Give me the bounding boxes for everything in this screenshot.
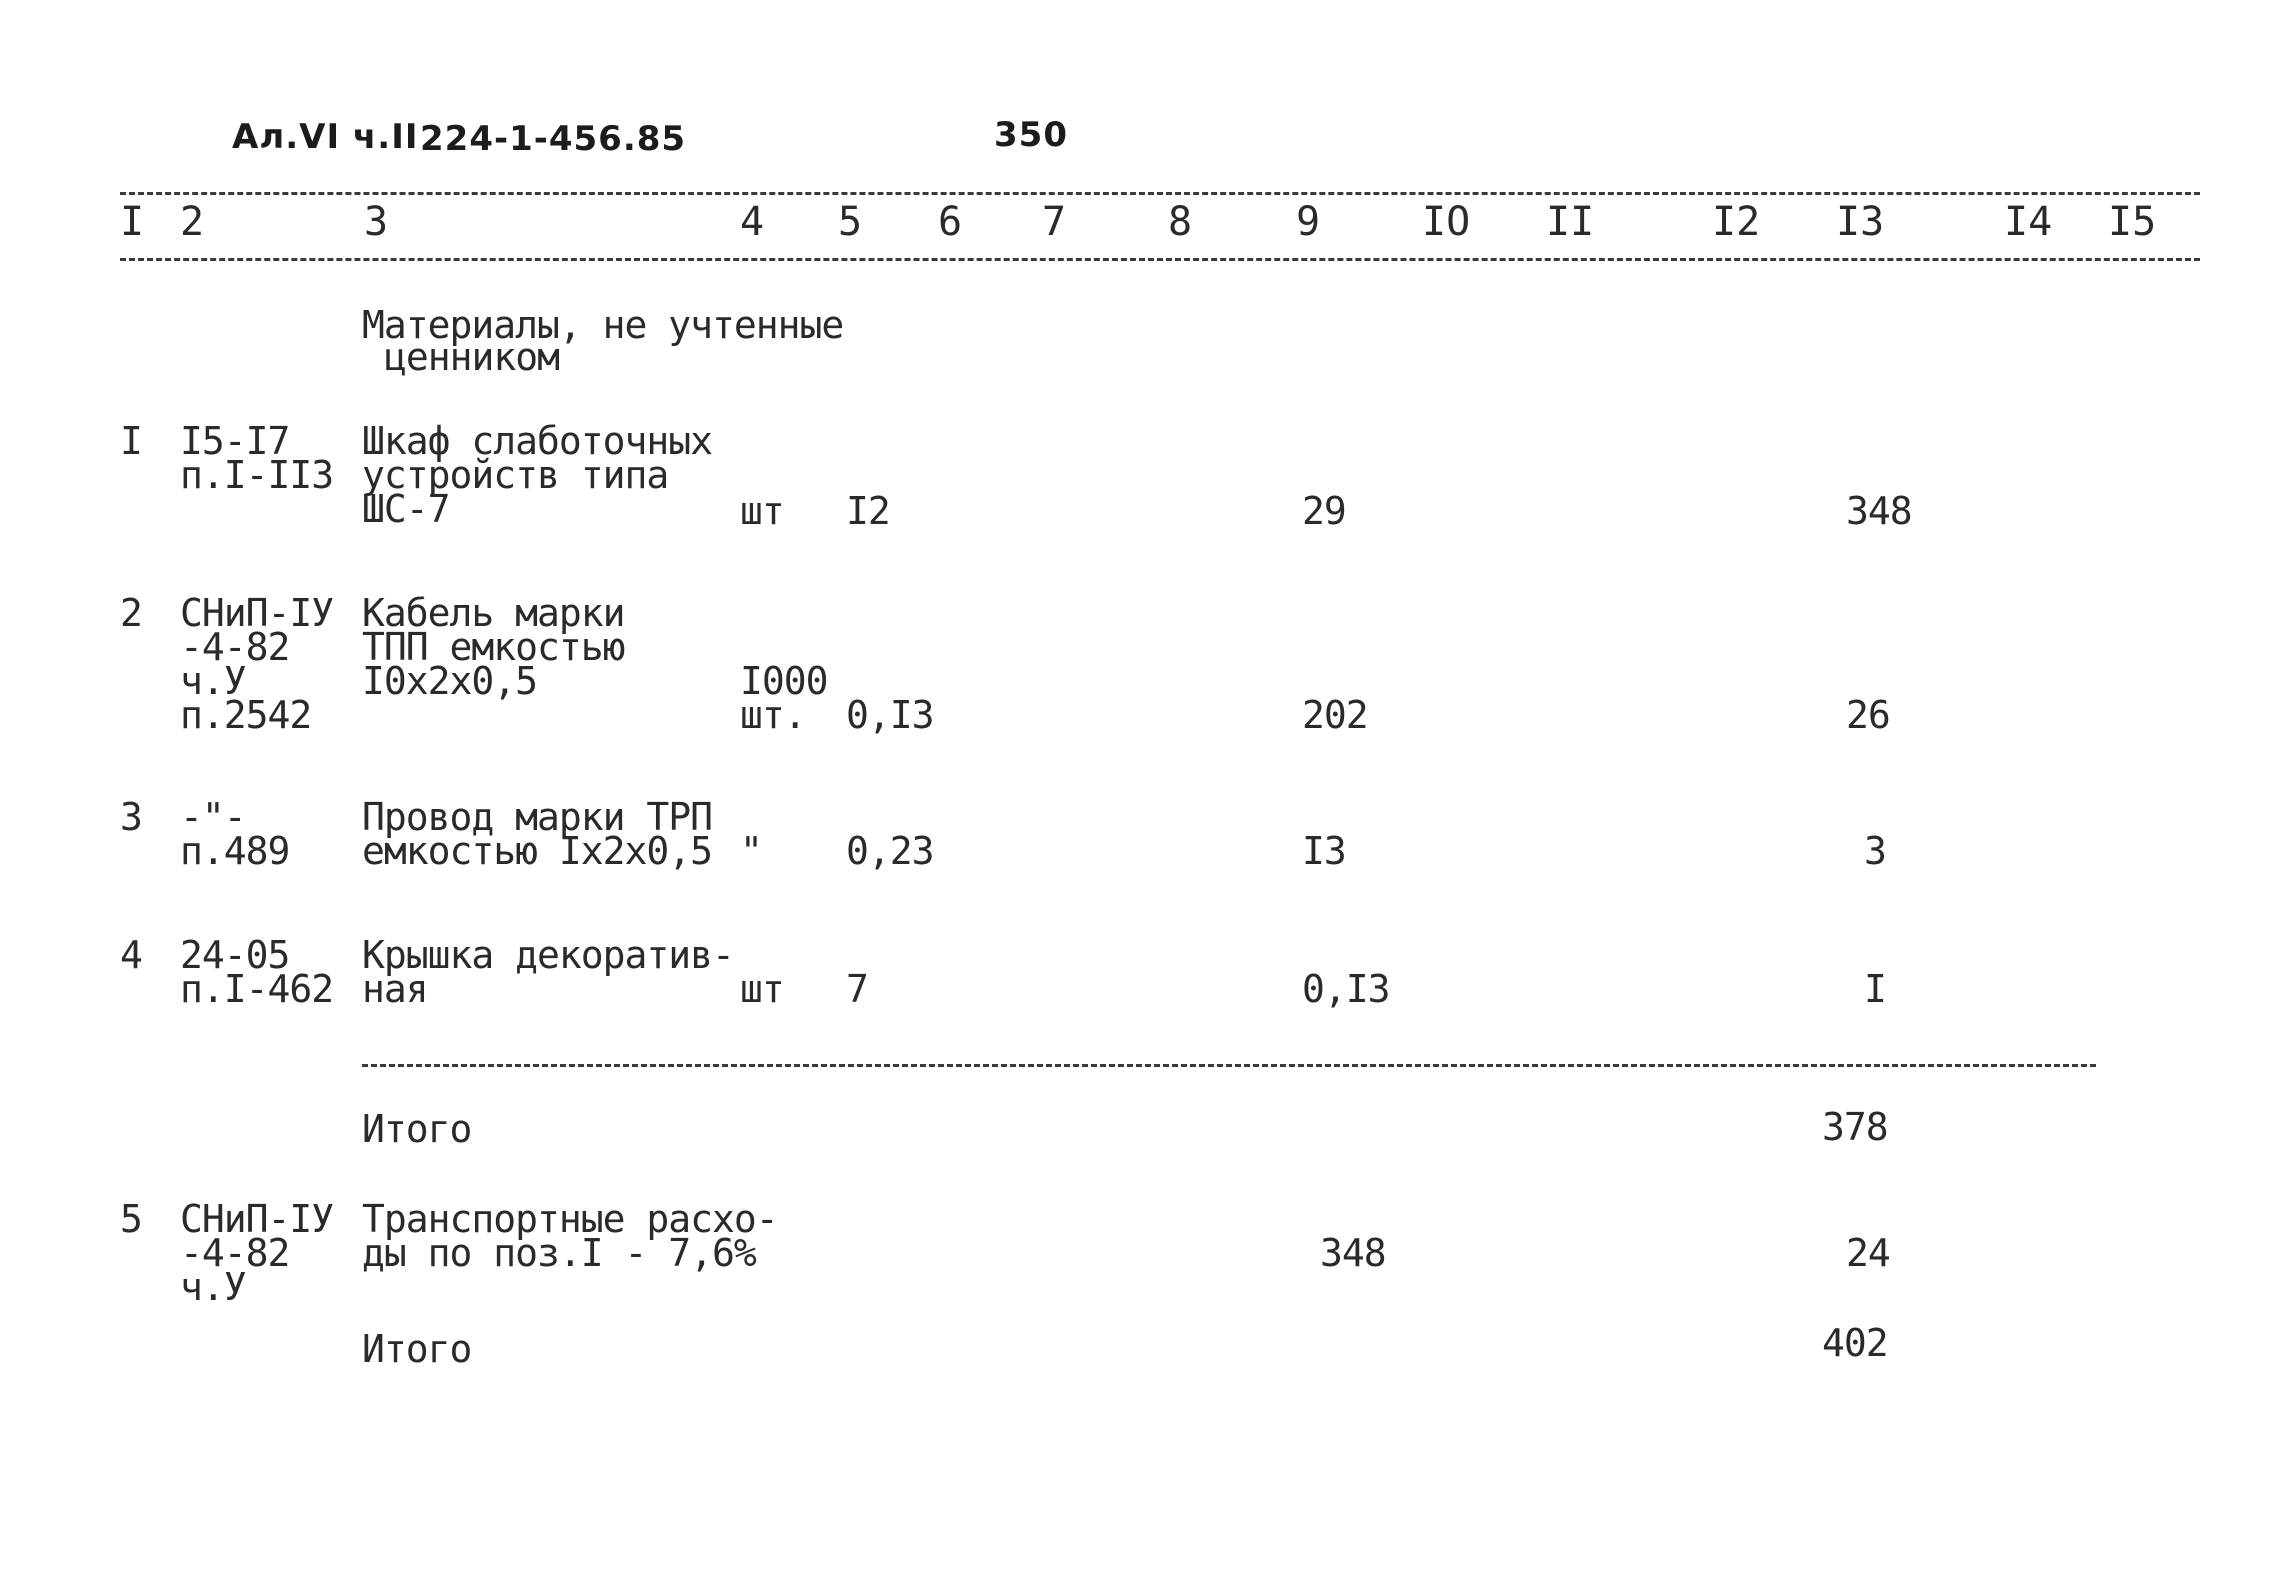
total-cost: 26 (1846, 693, 1890, 737)
item-name: ная (362, 967, 428, 1011)
column-header: 8 (1168, 199, 1193, 245)
column-header: IO (1422, 199, 1471, 245)
column-header: 9 (1296, 199, 1321, 245)
column-header: I2 (1712, 199, 1761, 245)
row-number: 4 (120, 933, 142, 977)
norm-code: СНиП-IУ (180, 591, 334, 635)
norm-code: СНиП-IУ (180, 1197, 334, 1241)
norm-code: ч.У (180, 659, 246, 703)
item-name: устройств типа (362, 453, 669, 497)
subtotal-rule (362, 1064, 2096, 1067)
norm-code: п.I-462 (180, 967, 334, 1011)
norm-code: ч.У (180, 1265, 246, 1309)
column-header: 7 (1042, 199, 1067, 245)
item-name: Крышка декоратив- (362, 933, 734, 977)
header-top-rule (120, 192, 2200, 195)
quantity: 0,23 (846, 829, 934, 873)
project-code: 224-1-456.85 (420, 119, 687, 159)
row-number: 3 (120, 795, 142, 839)
item-name: ды по поз.I - 7,6% (362, 1231, 756, 1275)
quantity: 7 (846, 967, 868, 1011)
column-header: I3 (1836, 199, 1885, 245)
norm-code: -4-82 (180, 625, 290, 669)
total-value: 402 (1822, 1321, 1888, 1365)
unit: шт. (740, 693, 806, 737)
row-number: 5 (120, 1197, 142, 1241)
row-number: 2 (120, 591, 142, 635)
item-name: Транспортные расхо- (362, 1197, 778, 1241)
page-number: 350 (994, 115, 1068, 155)
quantity: I2 (846, 489, 890, 533)
column-header: 3 (364, 199, 389, 245)
column-header: 4 (740, 199, 765, 245)
norm-code: п.2542 (180, 693, 312, 737)
total-cost: I (1864, 967, 1886, 1011)
column-header: 6 (938, 199, 963, 245)
total-cost: 24 (1846, 1231, 1890, 1275)
item-name: Шкаф слаботочных (362, 419, 713, 463)
unit: шт (740, 967, 784, 1011)
column-header: I4 (2004, 199, 2053, 245)
section-title: ценником (384, 335, 560, 379)
unit-price: I3 (1302, 829, 1346, 873)
row-number: I (120, 419, 142, 463)
item-name: Провод марки ТРП (362, 795, 713, 839)
unit: I000 (740, 659, 828, 703)
norm-code: -"- (180, 795, 246, 839)
quantity: 0,I3 (846, 693, 934, 737)
total-cost: 3 (1864, 829, 1886, 873)
album-reference: Ал.VI ч.II (232, 117, 419, 157)
norm-code: п.489 (180, 829, 290, 873)
base-amount: 348 (1320, 1231, 1386, 1275)
norm-code: 24-05 (180, 933, 290, 977)
column-header: 2 (180, 199, 205, 245)
unit-price: 202 (1302, 693, 1368, 737)
item-name: Кабель марки (362, 591, 625, 635)
norm-code: п.I-II3 (180, 453, 334, 497)
subtotal-label: Итого (362, 1107, 472, 1151)
unit: шт (740, 489, 784, 533)
total-cost: 348 (1846, 489, 1912, 533)
column-header: I (120, 199, 145, 245)
item-name: ШС-7 (362, 487, 450, 531)
norm-code: I5-I7 (180, 419, 290, 463)
column-header: II (1546, 199, 1595, 245)
unit-price: 29 (1302, 489, 1346, 533)
item-name: емкостью Ix2x0,5 (362, 829, 713, 873)
item-name: I0x2x0,5 (362, 659, 538, 703)
norm-code: -4-82 (180, 1231, 290, 1275)
unit: " (740, 829, 762, 873)
column-header: 5 (838, 199, 863, 245)
section-title: Материалы, не учтенные (362, 303, 844, 347)
subtotal-value: 378 (1822, 1105, 1888, 1149)
header-bottom-rule (120, 258, 2200, 261)
column-header: I5 (2108, 199, 2157, 245)
unit-price: 0,I3 (1302, 967, 1390, 1011)
item-name: ТПП емкостью (362, 625, 625, 669)
total-label: Итого (362, 1327, 472, 1371)
